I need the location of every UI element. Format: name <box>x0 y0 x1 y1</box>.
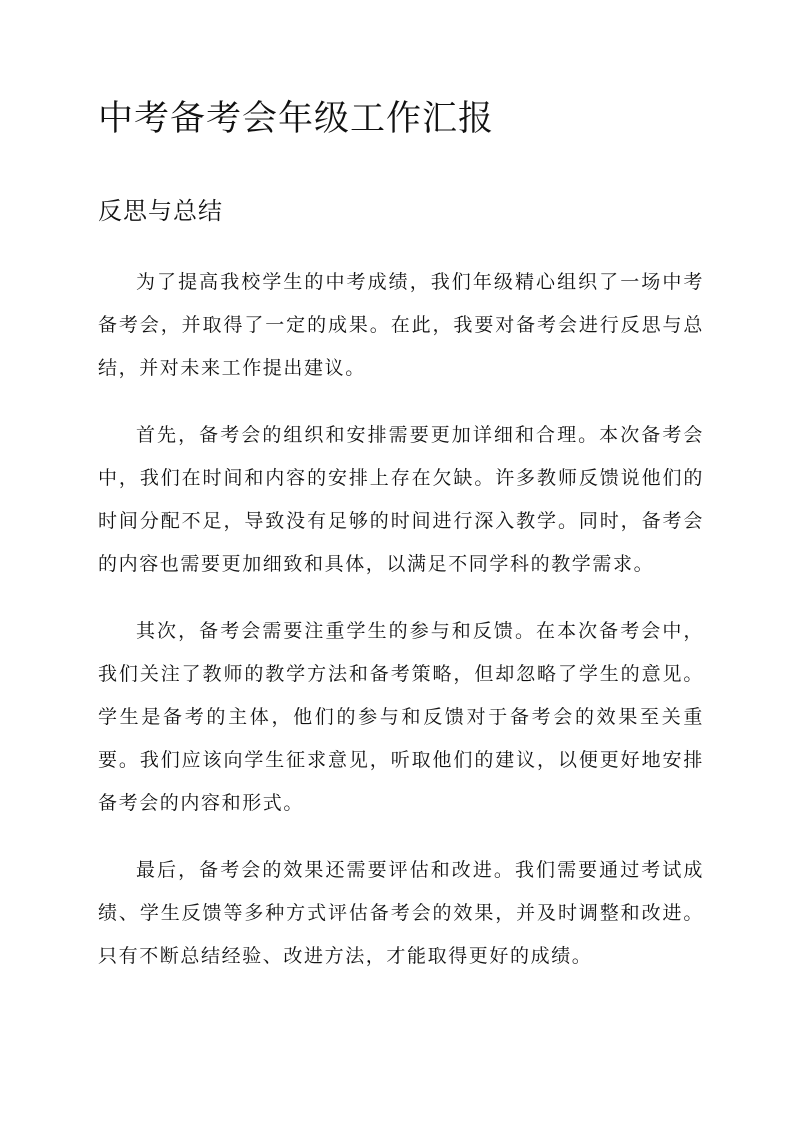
paragraph-second-point: 其次，备考会需要注重学生的参与和反馈。在本次备考会中，我们关注了教师的教学方法和备考策略，但却忽略了学生的意见。学生是备考的主体，他们的参与和反馈对于备考会的效果至关重要。我们应该向学生征求意见，听取他们的建议，以便更好地安排备考会的内容和形式。 <box>98 620 704 814</box>
document-title: 中考备考会年级工作汇报 <box>98 99 495 139</box>
paragraph-first-point: 首先，备考会的组织和安排需要更加详细和合理。本次备考会中，我们在时间和内容的安排上存在欠缺。许多教师反馈说他们的时间分配不足，导致没有足够的时间进行深入教学。同时，备考会的内容也需要更加细致和具体，以满足不同学科的教学需求。 <box>98 424 704 575</box>
paragraph-final-point: 最后，备考会的效果还需要评估和改进。我们需要通过考试成绩、学生反馈等多种方式评估备考会的效果，并及时调整和改进。只有不断总结经验、改进方法，才能取得更好的成绩。 <box>98 859 704 967</box>
section-heading: 反思与总结 <box>98 197 223 225</box>
document-body <box>98 261 704 1002</box>
paragraph-intro: 为了提高我校学生的中考成绩，我们年级精心组织了一场中考备考会，并取得了一定的成果。在此，我要对备考会进行反思与总结，并对未来工作提出建议。 <box>98 271 704 379</box>
